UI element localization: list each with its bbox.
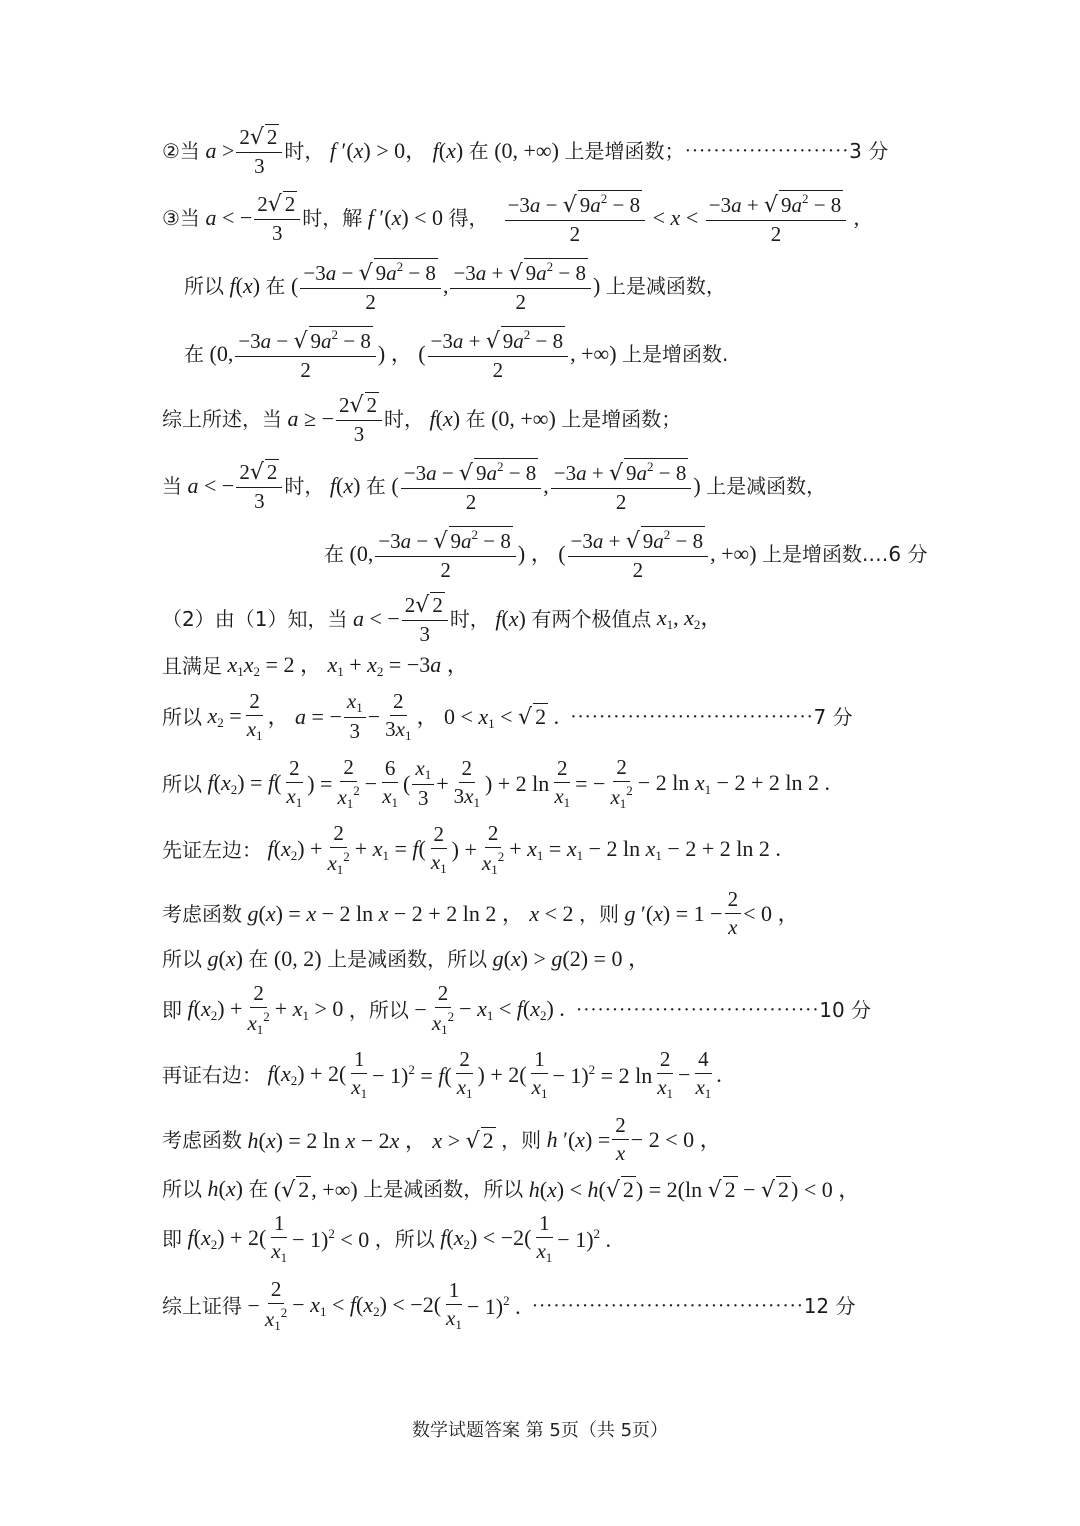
dot-leader: ·································· xyxy=(570,705,814,728)
fraction: $\frac{2}{x_1}$ xyxy=(657,1047,674,1102)
text: 在 xyxy=(248,1177,269,1201)
fraction: $\frac{-3a + √ 9a^2 - 8}{2}$ xyxy=(450,258,591,314)
fraction: $\frac{1}{x_1}$ xyxy=(446,1278,462,1333)
math: − xyxy=(678,1061,691,1087)
math: − $x_1 < f(x_2) < -2$( xyxy=(292,1291,442,1319)
math: , xyxy=(543,473,549,499)
math: $f(x_2) + 2$( xyxy=(187,1224,267,1252)
fraction: $\frac{2}{x_1^2}$ xyxy=(431,981,455,1038)
text: 再证右边： xyxy=(162,1062,262,1087)
text: ，所以 xyxy=(348,997,409,1022)
math: $x_1$, $x_2$， xyxy=(656,605,723,633)
fraction: $\frac{1}{x_1}$ xyxy=(271,1211,288,1266)
math: f ′(x) > 0， f(x) xyxy=(329,138,469,164)
math: ) ， ( xyxy=(377,341,426,367)
math: ) ， ( xyxy=(517,541,566,567)
math: f(x) xyxy=(495,606,532,632)
math: . xyxy=(716,1061,722,1087)
score: 3 分 xyxy=(849,139,889,164)
math: , xyxy=(442,273,449,299)
text: 所以 xyxy=(162,771,202,796)
math: + xyxy=(436,770,449,796)
fraction: $\frac{x_1}{3}$ xyxy=(344,690,366,743)
fraction: $\frac{-3a - √ 9a^2 - 8}{2}$ xyxy=(235,326,376,382)
text: 时， xyxy=(284,474,325,499)
math: ) = xyxy=(307,770,333,796)
math: h(x) xyxy=(207,1176,249,1201)
math: − 2 $\ln x_1 - 2 + 2$ ln 2 . xyxy=(637,769,831,797)
math: + $x_1 = f$( xyxy=(354,835,426,863)
line-part-2 xyxy=(162,592,722,646)
score: …6 分 xyxy=(868,542,928,567)
math: h ′(x) = xyxy=(546,1126,611,1152)
text: 上是减函数， xyxy=(605,274,726,299)
dot-leader: ······································ xyxy=(531,1294,804,1317)
line-decreasing xyxy=(184,258,726,314)
math: g ′(x) = 1 − xyxy=(624,900,723,926)
math: f ′(x) < 0 xyxy=(367,205,449,231)
math: ( xyxy=(403,770,411,796)
math: < x < xyxy=(647,205,704,231)
fraction: $\frac{-3a - √ 9a^2 - 8}{2}$ xyxy=(505,190,646,246)
text: ，所以 xyxy=(374,1226,435,1251)
line-f-x2 xyxy=(162,756,830,811)
text: 即 xyxy=(162,1226,182,1251)
math: $x_1x_2 = 2$ ， $x_1 + x_2 = -3a$ ， xyxy=(227,652,469,679)
math: (0, 2) xyxy=(268,946,328,971)
text: ③当 xyxy=(162,206,200,231)
math: − xyxy=(364,770,378,796)
math: (0, +∞) xyxy=(485,406,562,432)
fraction: $\frac{2}{x_1^2}$ xyxy=(610,755,633,812)
math: (0, xyxy=(344,541,374,567)
math: − 1)$^2$ = f( xyxy=(372,1061,452,1088)
fraction: $\frac{6}{x_1}$ xyxy=(382,756,399,811)
text: ，则 xyxy=(579,901,620,926)
math: (√ 2, +∞) xyxy=(268,1177,364,1203)
text: 在 xyxy=(465,407,486,432)
math: a < − xyxy=(352,606,400,632)
fraction: $\frac{2}{x_1^2}$ xyxy=(327,821,350,878)
line-x2-expression xyxy=(162,690,853,743)
fraction: $\frac{2}{x_1^2}$ xyxy=(481,821,505,878)
math: a > xyxy=(205,138,235,164)
text: 时， xyxy=(384,407,425,432)
line-summary-1 xyxy=(162,392,681,446)
fraction: $\frac{-3a - √ 9a^2 - 8}{2}$ xyxy=(401,458,542,514)
math: − 1)$^2$ . xyxy=(557,1225,612,1252)
dot-leader: ······················· xyxy=(684,140,850,163)
line-case-3 xyxy=(162,190,859,246)
line-left-proof xyxy=(162,822,781,877)
math: − 1)$^2$ < 0 xyxy=(292,1225,375,1252)
math: − xyxy=(408,996,427,1022)
text: 上是增函数. xyxy=(762,542,869,567)
math: + $x_1 = x_1 - 2$ $\ln x_1 - 2 + 2$ ln 2 . xyxy=(509,835,781,863)
math: ， a = − xyxy=(267,703,342,729)
text: 在 xyxy=(265,274,286,299)
fraction: $\frac{2}{3x_1}$ xyxy=(385,689,412,744)
fraction: $\frac{2}{x_1}$ xyxy=(430,822,447,877)
math: $f(x_2) = f$( xyxy=(207,769,282,797)
fraction: $\frac{-3a + √ 9a^2 - 8}{2}$ xyxy=(551,458,692,514)
fraction: $\frac{2√ 2}{3}$ xyxy=(402,592,448,646)
math: a < − xyxy=(205,205,253,231)
math: g(x) = x − 2 ln x − 2 + 2 ln 2 ， x < 2 xyxy=(247,900,580,926)
fraction: $\frac{2√ 2}{3}$ xyxy=(336,392,382,446)
math: $x_2$ = xyxy=(207,702,242,730)
fraction: $\frac{2}{x_1}$ xyxy=(456,1047,473,1102)
math: − 1)$^2$ = 2 ln xyxy=(552,1061,653,1088)
text: 且满足 xyxy=(162,654,222,678)
fraction: $\frac{4}{x_1}$ xyxy=(695,1047,712,1102)
text: 在 xyxy=(365,474,386,499)
math: − xyxy=(242,1292,260,1318)
line-right-proof xyxy=(162,1048,722,1101)
math: a < − xyxy=(187,473,235,499)
fraction: $\frac{2}{x}$ xyxy=(725,888,742,939)
fraction: $\frac{2}{x_1}$ xyxy=(246,689,263,744)
fraction: $\frac{x_1}{3}$ xyxy=(412,757,434,810)
fraction: $\frac{2√ 2}{3}$ xyxy=(236,124,282,178)
fraction: $\frac{2}{x_1^2}$ xyxy=(337,755,360,812)
math: f(x) xyxy=(429,406,466,432)
text: ②当 xyxy=(162,139,200,164)
line-increasing xyxy=(184,326,728,382)
math: g(x) > g(2) = 0 ， xyxy=(492,946,650,971)
line-h-function xyxy=(162,1114,722,1165)
score: 7 分 xyxy=(813,704,853,729)
text: 所以 xyxy=(162,1177,202,1201)
line-g-decreasing xyxy=(162,948,650,970)
math: ) + xyxy=(451,836,477,862)
math: ) xyxy=(593,273,606,299)
math: + $x_1 > 0$ xyxy=(274,995,349,1023)
math: ， $0 < x_1$ < √ 2 . xyxy=(416,704,571,732)
math: ( xyxy=(385,473,399,499)
math: ) + 2 ln xyxy=(484,770,550,796)
math: $f(x_2)$ + xyxy=(187,995,243,1023)
fraction: $\frac{2}{x_1^2}$ xyxy=(247,981,270,1038)
fraction: $\frac{2}{x_1}$ xyxy=(554,756,571,811)
math: − xyxy=(367,703,381,729)
math: (0, xyxy=(204,341,234,367)
fraction: $\frac{2√ 2}{3}$ xyxy=(254,191,300,245)
math: − 1)$^2$ . xyxy=(466,1292,532,1319)
text: 得， xyxy=(448,206,489,231)
text: 上是减函数，所以 xyxy=(363,1177,524,1201)
fraction: $\frac{1}{x_1}$ xyxy=(531,1047,548,1102)
text: 考虑函数 xyxy=(162,901,242,926)
text: 上是减函数， xyxy=(706,474,827,499)
text: 综上证得 xyxy=(162,1293,242,1318)
math: ) + 2( xyxy=(477,1061,527,1087)
text: （2）由（1）知，当 xyxy=(162,607,348,632)
fraction: $\frac{-3a - √ 9a^2 - 8}{2}$ xyxy=(375,526,516,582)
text: 所以 xyxy=(162,704,202,729)
text: 所以 xyxy=(162,947,202,971)
text: 在 xyxy=(184,342,204,367)
text: 时， xyxy=(449,607,490,632)
text: 上是增函数. xyxy=(622,342,729,367)
math: $f(x_2) + 2$( xyxy=(267,1060,347,1088)
text: 时， xyxy=(284,139,325,164)
page-footer: 数学试题答案 第 5页（共 5页） xyxy=(411,1420,669,1441)
fraction: $\frac{-3a + √ 9a^2 - 8}{2}$ xyxy=(428,326,569,382)
fraction: $\frac{1}{x_1}$ xyxy=(536,1211,553,1266)
text: 综上所述，当 xyxy=(162,407,282,432)
line-g-function xyxy=(162,888,799,939)
text: 在 xyxy=(324,542,344,567)
line-conclusion xyxy=(162,1278,856,1333)
math: ) xyxy=(693,473,707,499)
math: h(x) < h(√ 2) = 2(ln √ 2 − √ 2) < 0 ， xyxy=(528,1177,861,1203)
text: 上是增函数； xyxy=(561,407,682,432)
text: 上是减函数，所以 xyxy=(327,947,488,971)
text: 有两个极值点 xyxy=(531,607,652,632)
text: 考虑函数 xyxy=(162,1127,242,1152)
math: < 0 ， xyxy=(743,900,800,926)
text: ，则 xyxy=(501,1127,542,1152)
fraction: $\frac{2}{x_1}$ xyxy=(286,756,303,811)
text: 所以 xyxy=(184,274,224,299)
line-summary-3 xyxy=(324,526,927,582)
line-summary-2 xyxy=(162,458,826,514)
dot-leader: ·································· xyxy=(575,998,820,1021)
fraction: $\frac{-3a + √ 9a^2 - 8}{2}$ xyxy=(568,526,709,582)
text: 在 xyxy=(248,947,269,971)
math: = − xyxy=(575,770,606,796)
fraction: $\frac{2}{3x_1}$ xyxy=(453,756,480,811)
text: 时，解 xyxy=(302,206,363,231)
fraction: $\frac{2}{x_1^2}$ xyxy=(264,1277,288,1334)
fraction: $\frac{1}{x_1}$ xyxy=(351,1047,368,1102)
fraction: $\frac{2√ 2}{3}$ xyxy=(236,459,282,513)
math: f(x) xyxy=(329,473,366,499)
text: 上是增函数； xyxy=(564,139,685,164)
math: ( xyxy=(285,273,299,299)
math: , +∞) xyxy=(710,541,763,567)
text: 当 xyxy=(162,474,182,499)
math: , +∞) xyxy=(570,341,623,367)
math: f(x) xyxy=(229,273,266,299)
fraction: $\frac{2}{x}$ xyxy=(612,1114,629,1165)
text: 即 xyxy=(162,997,182,1022)
math: $f(x_2)$ + xyxy=(267,835,323,863)
line-left-result xyxy=(162,982,871,1037)
line-h-decreasing xyxy=(162,1176,860,1202)
line-conditions xyxy=(162,654,469,678)
math: h(x) = 2 ln x − 2x ， x > √ 2 xyxy=(247,1127,494,1154)
score: 10 分 xyxy=(819,997,872,1022)
math: − $x_1 < f(x_2)$ . xyxy=(459,995,576,1023)
text: 先证左边： xyxy=(162,837,262,862)
fraction: $\frac{-3a - √ 9a^2 - 8}{2}$ xyxy=(300,258,441,314)
math: $f(x_2) < -2$( xyxy=(440,1224,532,1252)
math: − 2 < 0 ， xyxy=(630,1126,722,1152)
line-case-2 xyxy=(162,124,888,178)
math: (0, +∞) xyxy=(488,138,565,164)
math: g(x) xyxy=(207,946,249,971)
math: a ≥ − xyxy=(287,406,334,432)
score: 12 分 xyxy=(803,1293,856,1318)
fraction: $\frac{-3a + √ 9a^2 - 8}{2}$ xyxy=(706,190,847,246)
line-right-result xyxy=(162,1212,611,1265)
text: 在 xyxy=(468,139,489,164)
math: , xyxy=(848,205,860,231)
